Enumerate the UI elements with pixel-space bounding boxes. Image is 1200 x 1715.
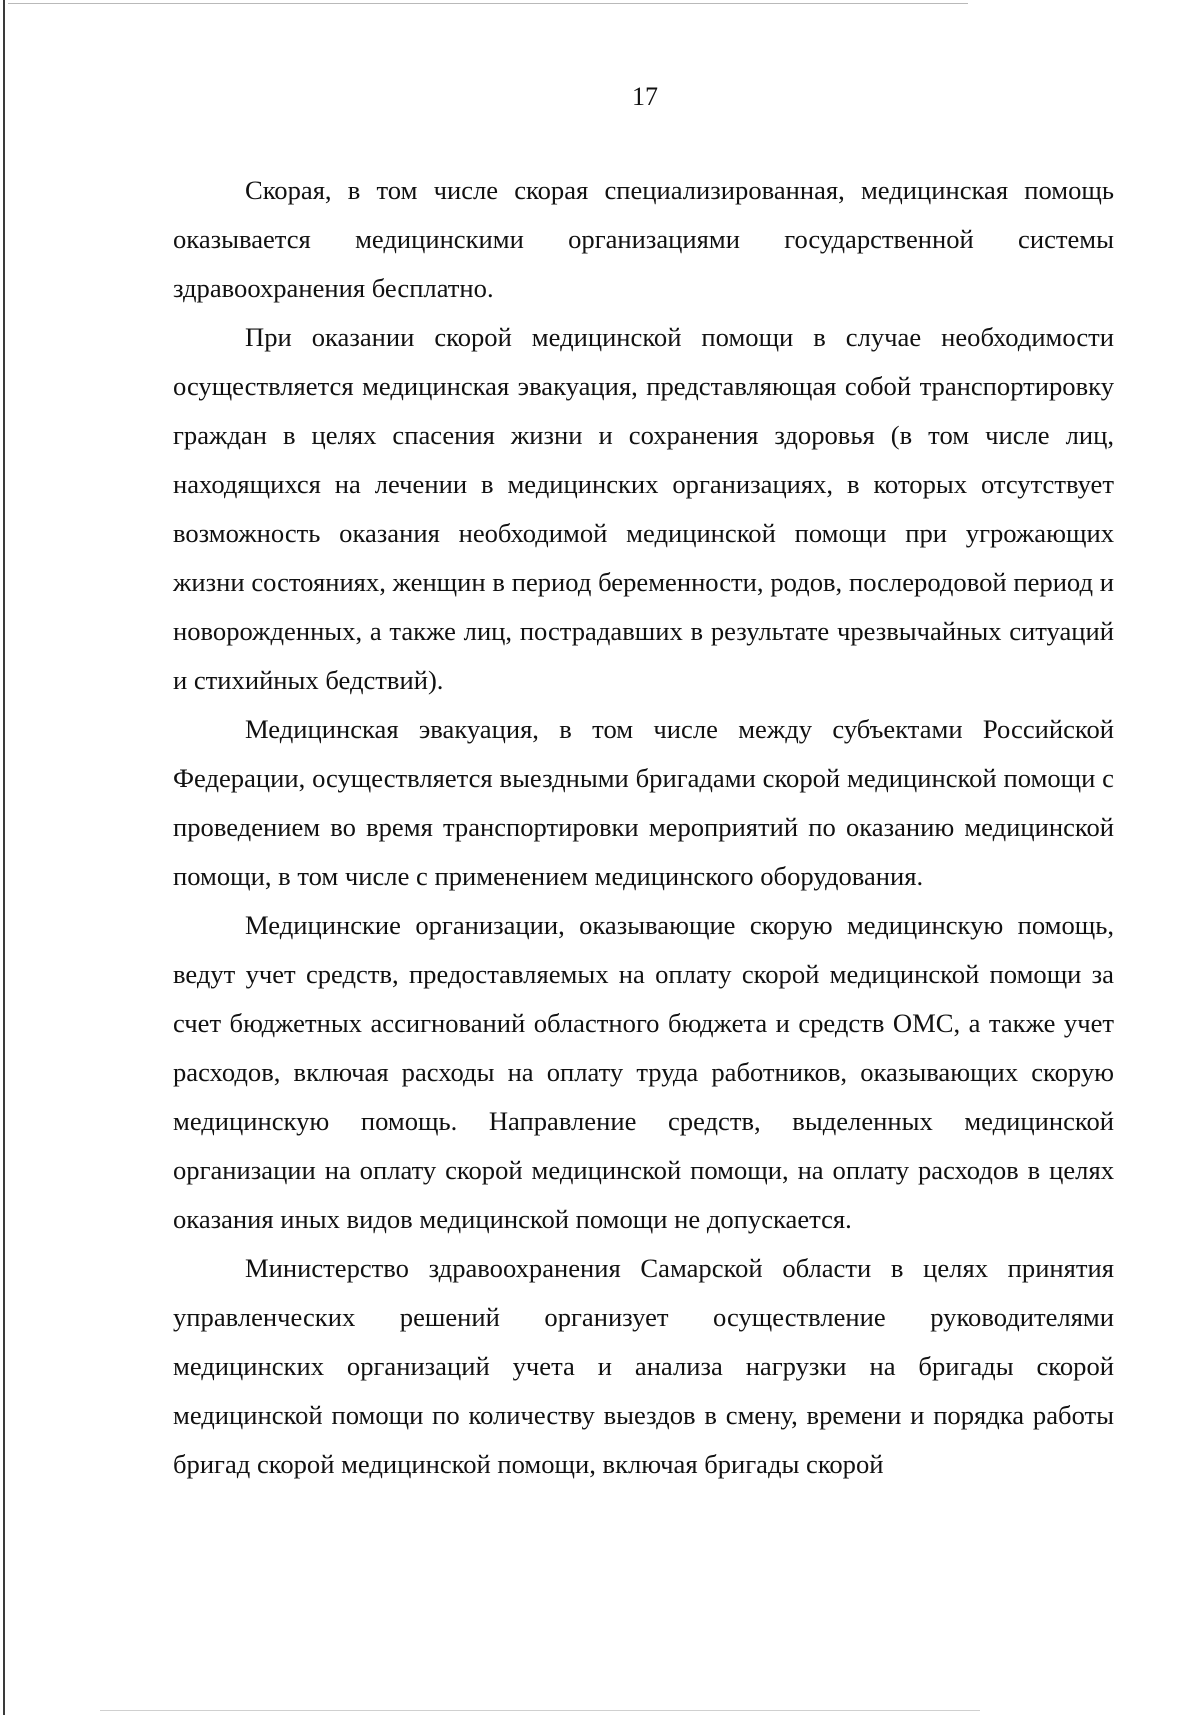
scan-edge-left (3, 0, 5, 1715)
paragraph-funding-accounting: Медицинские организации, оказывающие скорую медицинскую помощь, ведут учет средств, предоставляемых на оплату скорой медицинской помощи за счет бюджетных ассигнований областного бюджета и средств ОМС, а также учет расходов, включая расходы на оплату труда работников, оказывающих скорую медицинскую помощь. Направление средств, выделенных медицинской организации на оплату скорой медицинской помощи, на оплату расходов в целях оказания иных видов медицинской помощи не допускается. (173, 910, 1114, 1234)
scan-edge-bottom (100, 1710, 980, 1711)
paragraph-ministry-analysis: Министерство здравоохранения Самарской области в целях принятия управленческих решений организует осуществление руководителями медицинских организаций учета и анализа нагрузки на бригады скорой медицинской помощи по количеству выездов в смену, времени и порядка работы бригад скорой медицинской помощи, включая бригады скорой (173, 1253, 1114, 1479)
paragraph-evacuation-brigades: Медицинская эвакуация, в том числе между субъектами Российской Федерации, осуществляется выездными бригадами скорой медицинской помощи с проведением во время транспортировки мероприятий по оказанию медицинской помощи, в том числе с применением медицинского оборудования. (173, 714, 1114, 891)
document-body (173, 166, 1114, 1489)
scan-edge-top (8, 3, 968, 4)
page-number: 17 (632, 82, 658, 111)
paragraph-emergency-care: Скорая, в том числе скорая специализированная, медицинская помощь оказывается медицинскими организациями государственной системы здравоохранения бесплатно. (173, 175, 1114, 303)
paragraph-medical-evacuation: При оказании скорой медицинской помощи в случае необходимости осуществляется медицинская эвакуация, представляющая собой транспортировку граждан в целях спасения жизни и сохранения здоровья (в том числе лиц, находящихся на лечении в медицинских организациях, в которых отсутствует возможность оказания необходимой медицинской помощи при угрожающих жизни состояниях, женщин в период беременности, родов, послеродовой период и новорожденных, а также лиц, пострадавших в результате чрезвычайных ситуаций и стихийных бедствий). (173, 322, 1114, 695)
